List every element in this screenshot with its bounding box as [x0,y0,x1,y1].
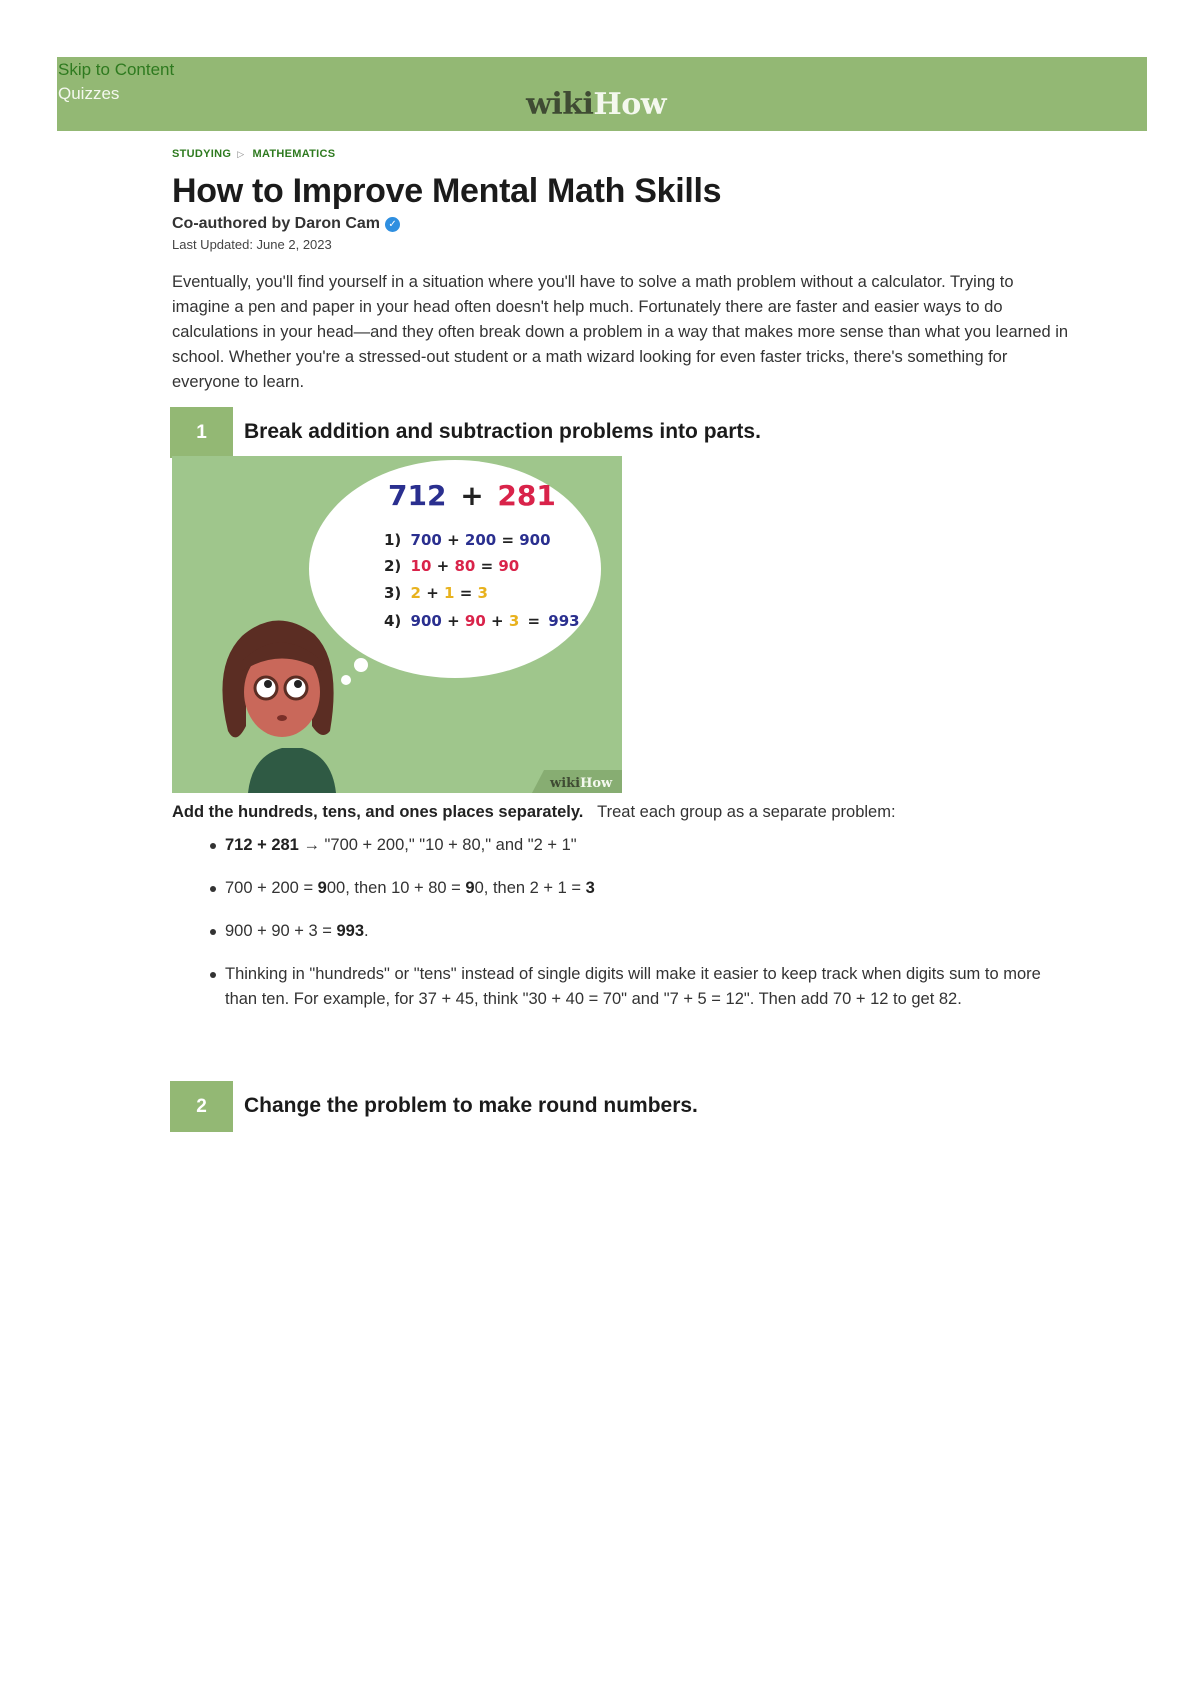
line-2-part-3: 80 [454,557,476,575]
bullet-1-text: → "700 + 200," "10 + 80," and "2 + 1" [298,836,577,854]
line-3-part-1: 2 [410,584,421,602]
illustration-watermark [549,776,613,791]
author-byline[interactable] [172,215,400,233]
line-3-part-4: = [459,584,473,602]
last-updated: Last Updated: June 2, 2023 [172,237,332,252]
girl-right-glass [285,677,307,699]
equation-line-2 [384,557,519,575]
line-1-part-3: 200 [464,531,497,549]
wikihow-logo[interactable] [526,87,666,122]
step-1-lead-rest: Treat each group as a separate problem: [597,803,896,821]
girl-mouth [277,715,287,721]
line-1-part-4: = [501,531,515,549]
bullet-2-mid-2: 0, then 2 + 1 = [474,879,586,897]
line-4-part-7: 993 [548,612,580,630]
site-header [57,57,1147,131]
line-2-prefix: 2) [384,557,402,575]
line-3-part-5: 3 [477,584,488,602]
equation-line-4 [384,612,580,630]
bullet-2-pre: 700 + 200 = [225,879,318,897]
list-item [207,919,1067,944]
step-2-number: 2 [170,1081,233,1132]
watermark-wiki: wiki [550,776,581,791]
line-4-prefix: 4) [384,612,402,630]
line-4-part-5: 3 [508,612,520,630]
equation-line-3 [384,584,488,602]
girl-left-glass [255,677,277,699]
bullet-3-post: . [364,922,369,940]
breadcrumb-studying[interactable]: STUDYING [172,148,232,160]
line-3-part-3: 1 [444,584,455,602]
line-4-part-6: = [527,612,541,630]
list-item [207,876,1067,901]
breadcrumb-mathematics[interactable]: MATHEMATICS [252,148,336,160]
line-2-part-2: + [436,557,450,575]
bullet-2-mid-1: 00, then 10 + 80 = [326,879,466,897]
line-4-part-2: + [447,612,460,630]
girl-right-pupil [294,680,302,688]
line-4-part-3: 90 [464,612,486,630]
breadcrumb [172,148,335,160]
article-intro: Eventually, you'll find yourself in a situation where you'll have to solve a math problem without a calculator. Trying to imagine a pen and paper in your head often doesn't help much. Fortunately there are faster and easier ways to do calculations in your head—and they often break down a problem in a way that makes more sense than what you learned in school. Whether you're a stressed-out student or a math wizard looking for even faster tricks, there's something for everyone to learn. [172,273,1069,391]
verified-check-icon: ✓ [385,217,400,232]
bullet-3-pre: 900 + 90 + 3 = [225,922,337,940]
line-2-part-5: 90 [498,557,520,575]
bullet-3-bold: 993 [336,922,365,940]
step-1-lead: Add the hundreds, tens, and ones places separately. [172,803,584,821]
line-2-part-1: 10 [410,557,432,575]
step-1-summary [172,803,1072,822]
list-item [207,833,1067,858]
bullet-2-bold-1: 9 [317,879,327,897]
thought-dot-large [354,658,368,672]
line-3-part-2: + [426,584,439,602]
step-1-illustration [172,456,622,793]
headline-right-number: 281 [497,479,556,512]
step-1-number: 1 [170,407,233,458]
line-4-part-4: + [491,612,504,630]
line-1-prefix: 1) [384,531,402,549]
girl-left-pupil [264,680,272,688]
line-1-part-5: 900 [519,531,551,549]
headline-left-number: 712 [388,479,447,512]
byline-text: Co-authored by Daron Cam [172,215,381,232]
breadcrumb-separator-icon: ▷ [237,149,245,159]
line-4-part-1: 900 [410,612,442,630]
bullet-4-text: Thinking in "hundreds" or "tens" instead of single digits will make it easier to keep track when digits sum to more than ten. For example, for 37 + 45, think "30 + 40 = 70" and "7 + 5 = 12". Then add 70 + 12 to get 82. [225,965,1041,1008]
line-3-prefix: 3) [384,584,402,602]
skip-to-content-link[interactable]: Skip to Content [58,60,175,79]
line-2-part-4: = [480,557,494,575]
step-1-title: Break addition and subtraction problems into parts. [244,420,761,443]
logo-wiki-text: wiki [526,87,594,122]
line-1-part-1: 700 [410,531,442,549]
bullet-2-bold-3: 3 [585,879,595,897]
bullet-2-bold-2: 9 [465,879,475,897]
page-title: How to Improve Mental Math Skills [172,172,722,210]
step-2-title: Change the problem to make round numbers. [244,1094,698,1117]
headline-operator: + [460,479,484,512]
watermark-how: How [580,776,613,791]
logo-how-text: How [593,87,667,122]
step-1-bullet-list [207,833,1067,1030]
line-1-part-2: + [447,531,460,549]
quizzes-link[interactable]: Quizzes [58,84,120,103]
list-item [207,962,1067,1012]
headline-equation [388,479,556,512]
thought-dot-small [341,675,351,685]
bullet-1-bold: 712 + 281 [225,836,299,854]
